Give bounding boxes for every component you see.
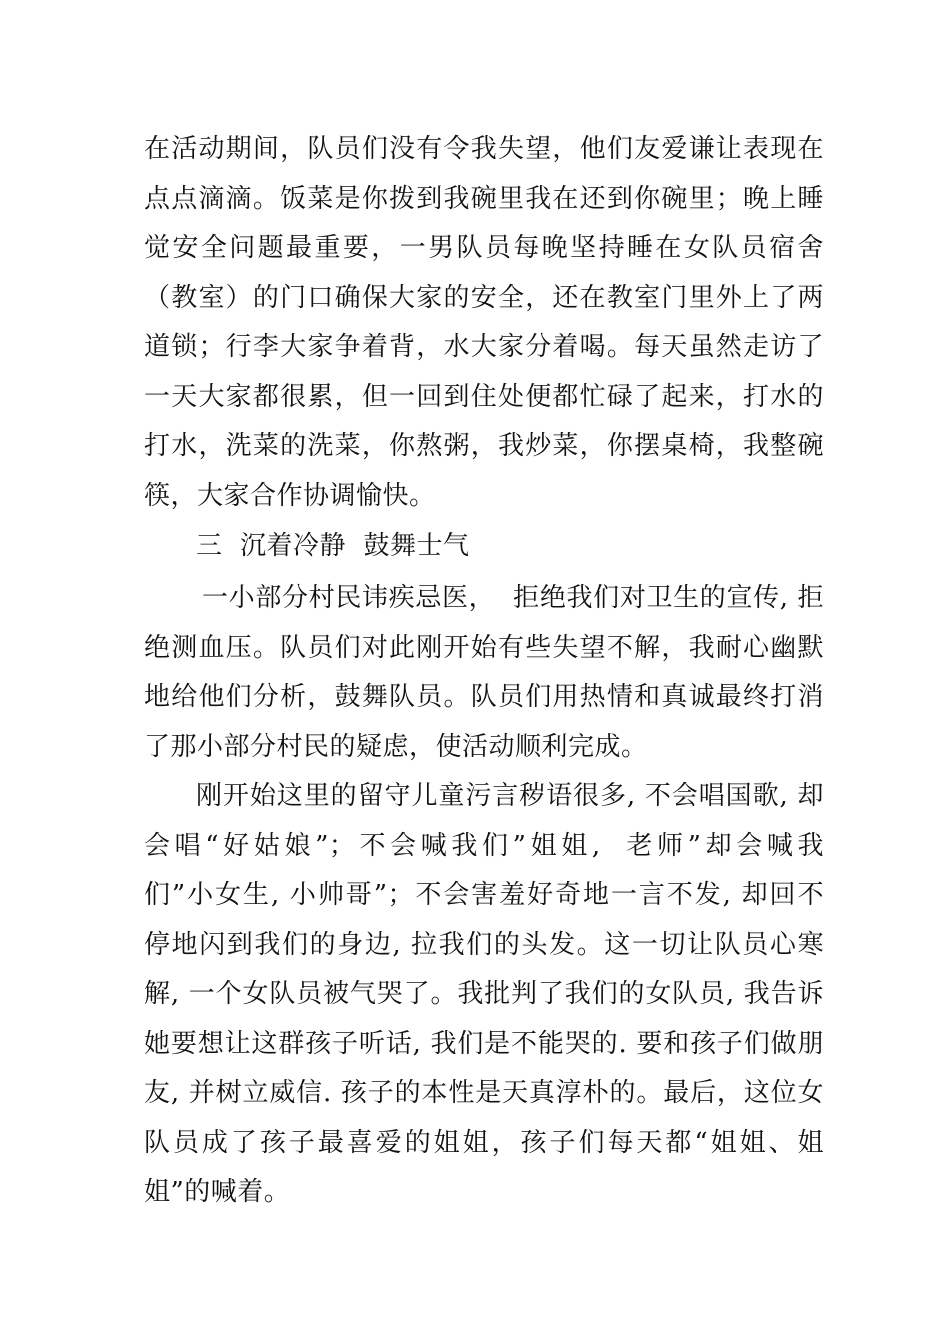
paragraph-line: 筷，大家合作协调愉快。 [144, 480, 436, 511]
paragraph-children [144, 772, 824, 1218]
paragraph-line: 地给他们分析，鼓舞队员。队员们用热情和真诚最终打消 [144, 682, 824, 712]
paragraph-line: 姐”的喊着。 [144, 1177, 291, 1207]
paragraph-line: 她要想让这群孩子听话, 我们是不能哭的. 要和孩子们做朋 [144, 1028, 824, 1059]
paragraph-line: 解, 一个女队员被气哭了。我批判了我们的女队员, 我告诉 [144, 979, 824, 1009]
paragraph-line: 停地闪到我们的身边, 拉我们的头发。这一切让队员心寒 [144, 929, 824, 960]
paragraph-line: 会唱“好姑娘”；不会喊我们”姐姐, 老师”却会喊我 [144, 830, 824, 861]
section-heading: 三 沉着冷静 鼓舞士气 [196, 531, 470, 561]
paragraph-line: 队员成了孩子最喜爱的姐姐，孩子们每天都“姐姐、姐 [144, 1127, 824, 1158]
paragraph-line: 刚开始这里的留守儿童污言秽语很多, 不会唱国歌, 却 [196, 781, 824, 811]
paragraph-line: 点点滴滴。饭菜是你拨到我碗里我在还到你碗里；晚上睡 [144, 183, 824, 214]
paragraph-villagers [144, 574, 824, 772]
paragraph-line: 在活动期间，队员们没有令我失望，他们友爱谦让表现在 [144, 134, 824, 164]
paragraph-line: 友, 并树立威信. 孩子的本性是天真淳朴的。最后，这位女 [144, 1078, 824, 1108]
paragraph-line: 打水，洗菜的洗菜，你熬粥，我炒菜，你摆桌椅，我整碗 [144, 431, 824, 461]
paragraph-teamwork [144, 125, 824, 521]
paragraph-line: （教室）的门口确保大家的安全，还在教室门里外上了两 [144, 282, 824, 313]
paragraph-line: 们”小女生, 小帅哥”；不会害羞好奇地一言不发, 却回不 [144, 880, 824, 910]
paragraph-line: 道锁；行李大家争着背，水大家分着喝。每天虽然走访了 [144, 332, 824, 362]
section-heading-block [144, 522, 824, 572]
paragraph-line: 一小部分村民讳疾忌医， 拒绝我们对卫生的宣传, 拒 [202, 583, 824, 613]
paragraph-line: 觉安全问题最重要，一男队员每晚坚持睡在女队员宿舍 [144, 233, 824, 263]
paragraph-line: 一天大家都很累，但一回到住处便都忙碌了起来，打水的 [144, 381, 824, 412]
paragraph-line: 绝测血压。队员们对此刚开始有些失望不解，我耐心幽默 [144, 632, 824, 663]
paragraph-line: 了那小部分村民的疑虑，使活动顺利完成。 [144, 731, 648, 762]
